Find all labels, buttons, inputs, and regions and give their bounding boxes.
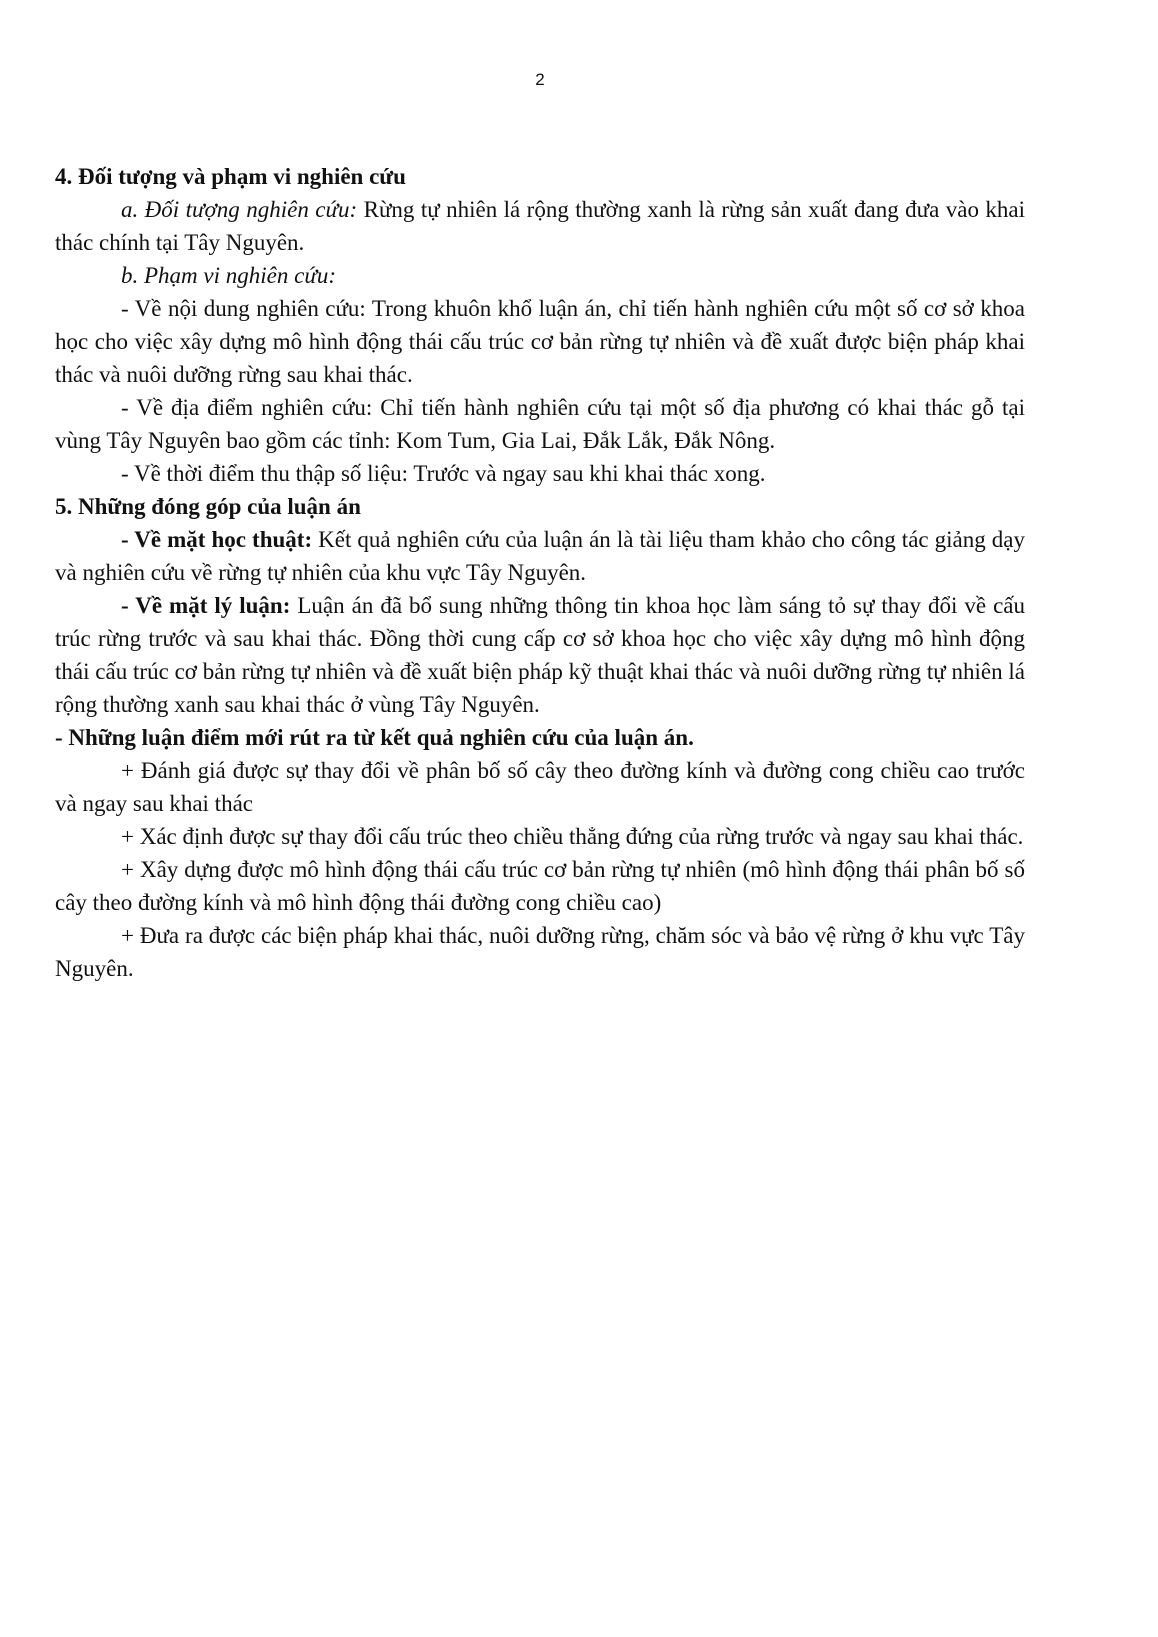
- research-object-text: Rừng tự nhiên lá rộng thường xanh là rừng sản xuất đang đưa vào khai thác chính tại Tây Nguyên.: [55, 197, 1025, 255]
- academic-paragraph: [55, 523, 1025, 589]
- scope-item-location: - Về địa điểm nghiên cứu: Chỉ tiến hành nghiên cứu tại một số địa phương có khai thác gỗ tại vùng Tây Nguyên bao gồm các tỉnh: Kom Tum, Gia Lai, Đắk Lắk, Đắk Nông.: [55, 395, 1025, 453]
- academic-label: - Về mặt học thuật:: [121, 527, 313, 552]
- section-5-heading: 5. Những đóng góp của luận án: [55, 494, 361, 519]
- document-body: [55, 160, 1025, 985]
- new-point-item: + Xây dựng được mô hình động thái cấu trúc cơ bản rừng tự nhiên (mô hình động thái phân bố số cây theo đường kính và mô hình động thái đường cong chiều cao): [55, 857, 1025, 915]
- research-object-paragraph: [55, 193, 1025, 259]
- new-point-item: + Đưa ra được các biện pháp khai thác, nuôi dưỡng rừng, chăm sóc và bảo vệ rừng ở khu vực Tây Nguyên.: [55, 923, 1025, 981]
- section-4-heading: 4. Đối tượng và phạm vi nghiên cứu: [55, 164, 406, 189]
- theory-paragraph: [55, 589, 1025, 721]
- new-points-heading: - Những luận điểm mới rút ra từ kết quả nghiên cứu của luận án.: [55, 725, 694, 750]
- scope-item-content: - Về nội dung nghiên cứu: Trong khuôn khổ luận án, chỉ tiến hành nghiên cứu một số cơ sở khoa học cho việc xây dựng mô hình động thái cấu trúc cơ bản rừng tự nhiên và đề xuất được biện pháp khai thác và nuôi dưỡng rừng sau khai thác.: [55, 296, 1025, 387]
- research-object-label: a. Đối tượng nghiên cứu:: [121, 197, 358, 222]
- research-scope-label: b. Phạm vi nghiên cứu:: [121, 263, 337, 288]
- academic-text: Kết quả nghiên cứu của luận án là tài liệu tham khảo cho công tác giảng dạy và nghiên cứu về rừng tự nhiên của khu vực Tây Nguyên.: [55, 527, 1025, 585]
- new-point-item: + Đánh giá được sự thay đổi về phân bố số cây theo đường kính và đường cong chiều cao trước và ngay sau khai thác: [55, 758, 1025, 816]
- theory-text: Luận án đã bổ sung những thông tin khoa học làm sáng tỏ sự thay đổi về cấu trúc rừng trước và sau khai thác. Đồng thời cung cấp cơ sở khoa học cho việc xây dựng mô hình động thái cấu trúc cơ bản rừng tự nhiên và đề xuất biện pháp kỹ thuật khai thác và nuôi dưỡng rừng tự nhiên lá rộng thường xanh sau khai thác ở vùng Tây Nguyên.: [55, 593, 1025, 717]
- theory-label: - Về mặt lý luận:: [121, 593, 291, 618]
- new-point-item: + Xác định được sự thay đổi cấu trúc theo chiều thẳng đứng của rừng trước và ngay sau khai thác.: [121, 824, 1024, 849]
- scope-item-time: - Về thời điểm thu thập số liệu: Trước và ngay sau khi khai thác xong.: [121, 461, 766, 486]
- page-number: 2: [535, 70, 545, 89]
